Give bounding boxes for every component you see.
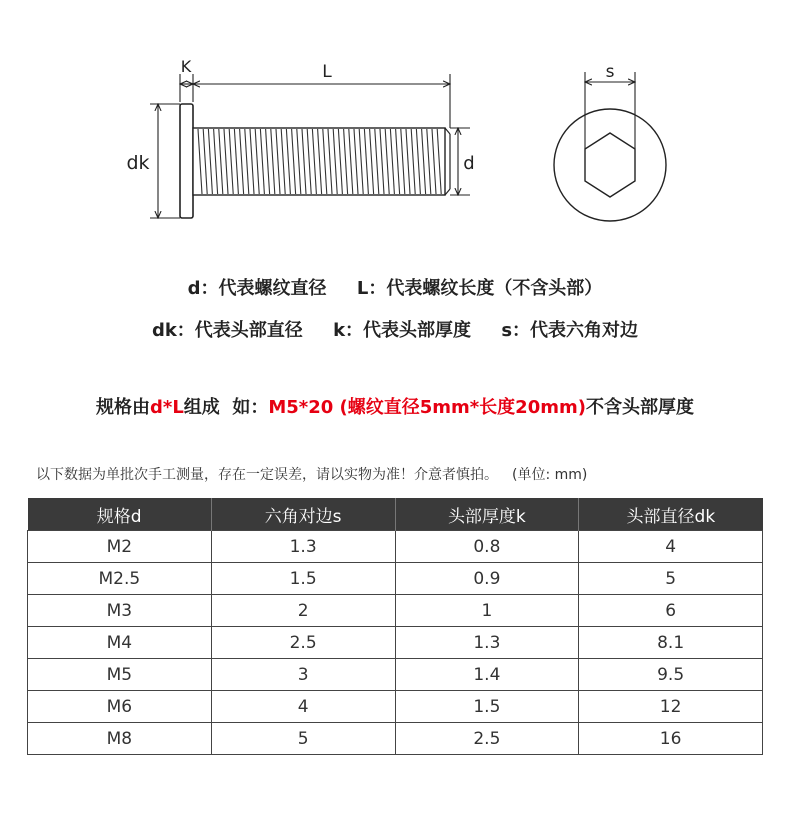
screw-head-top-view xyxy=(554,109,666,221)
cell-k: 1 xyxy=(395,595,579,627)
cell-k: 1.3 xyxy=(395,627,579,659)
l-dimension xyxy=(193,74,450,128)
spec-example: M5*20 (螺纹直径5mm*长度20mm) xyxy=(268,397,586,418)
spec-table xyxy=(27,498,763,755)
cell-s: 3 xyxy=(211,659,395,691)
cell-spec: M4 xyxy=(28,627,212,659)
cell-dk: 6 xyxy=(579,595,763,627)
cell-s: 2 xyxy=(211,595,395,627)
header-head-k: 头部厚度k xyxy=(395,498,579,531)
cell-spec: M8 xyxy=(28,723,212,755)
cell-dk: 4 xyxy=(579,531,763,563)
cell-spec: M3 xyxy=(28,595,212,627)
table-row xyxy=(28,627,763,659)
k-dimension xyxy=(180,74,193,102)
d-label: d xyxy=(463,153,475,174)
cell-spec: M6 xyxy=(28,691,212,723)
dk-label: dk xyxy=(126,152,150,174)
cell-k: 2.5 xyxy=(395,723,579,755)
screw-head xyxy=(180,104,193,218)
cell-s: 4 xyxy=(211,691,395,723)
legend-line-2 xyxy=(0,316,790,342)
cell-k: 0.8 xyxy=(395,531,579,563)
cell-spec: M2 xyxy=(28,531,212,563)
cell-k: 1.4 xyxy=(395,659,579,691)
spec-prefix: 规格由 xyxy=(96,397,151,418)
measurement-note xyxy=(36,464,587,484)
cell-dk: 9.5 xyxy=(579,659,763,691)
cell-spec: M5 xyxy=(28,659,212,691)
spec-mid: 组成 如： xyxy=(183,397,269,418)
cell-k: 1.5 xyxy=(395,691,579,723)
cell-dk: 5 xyxy=(579,563,763,595)
table-row xyxy=(28,595,763,627)
cell-dk: 12 xyxy=(579,691,763,723)
cell-dk: 16 xyxy=(579,723,763,755)
header-head-dk: 头部直径dk xyxy=(579,498,763,531)
screw-side-view xyxy=(180,104,450,218)
cell-dk: 8.1 xyxy=(579,627,763,659)
cell-s: 1.3 xyxy=(211,531,395,563)
dk-dimension xyxy=(150,104,180,218)
note-unit: (单位: mm) xyxy=(512,467,588,483)
cell-s: 2.5 xyxy=(211,627,395,659)
table-row xyxy=(28,531,763,563)
header-hex-s: 六角对边s xyxy=(211,498,395,531)
table-row xyxy=(28,563,763,595)
cell-spec: M2.5 xyxy=(28,563,212,595)
k-label: K xyxy=(180,57,192,76)
table-header-row xyxy=(28,498,763,531)
table-row xyxy=(28,723,763,755)
table-row xyxy=(28,691,763,723)
spec-suffix: 不含头部厚度 xyxy=(585,397,694,418)
note-text: 以下数据为单批次手工测量，存在一定误差，请以实物为准！介意者慎拍。 xyxy=(36,467,498,483)
s-label: s xyxy=(605,62,615,82)
legend-s: s：代表六角对边 xyxy=(501,320,639,341)
legend-line-1 xyxy=(0,274,790,300)
legend-dk: dk：代表头部直径 xyxy=(151,320,303,341)
header-spec-d: 规格d xyxy=(28,498,212,531)
spec-formula-line xyxy=(0,393,790,419)
spec-formula: d*L xyxy=(150,397,184,418)
legend-d: d：代表螺纹直径 xyxy=(187,278,327,299)
table-row xyxy=(28,659,763,691)
legend-l: L：代表螺纹长度（不含头部） xyxy=(356,278,603,299)
screw-dimension-diagram xyxy=(0,0,790,250)
cell-s: 5 xyxy=(211,723,395,755)
l-label: L xyxy=(322,62,332,82)
cell-s: 1.5 xyxy=(211,563,395,595)
cell-k: 0.9 xyxy=(395,563,579,595)
legend-k: k：代表头部厚度 xyxy=(333,320,472,341)
